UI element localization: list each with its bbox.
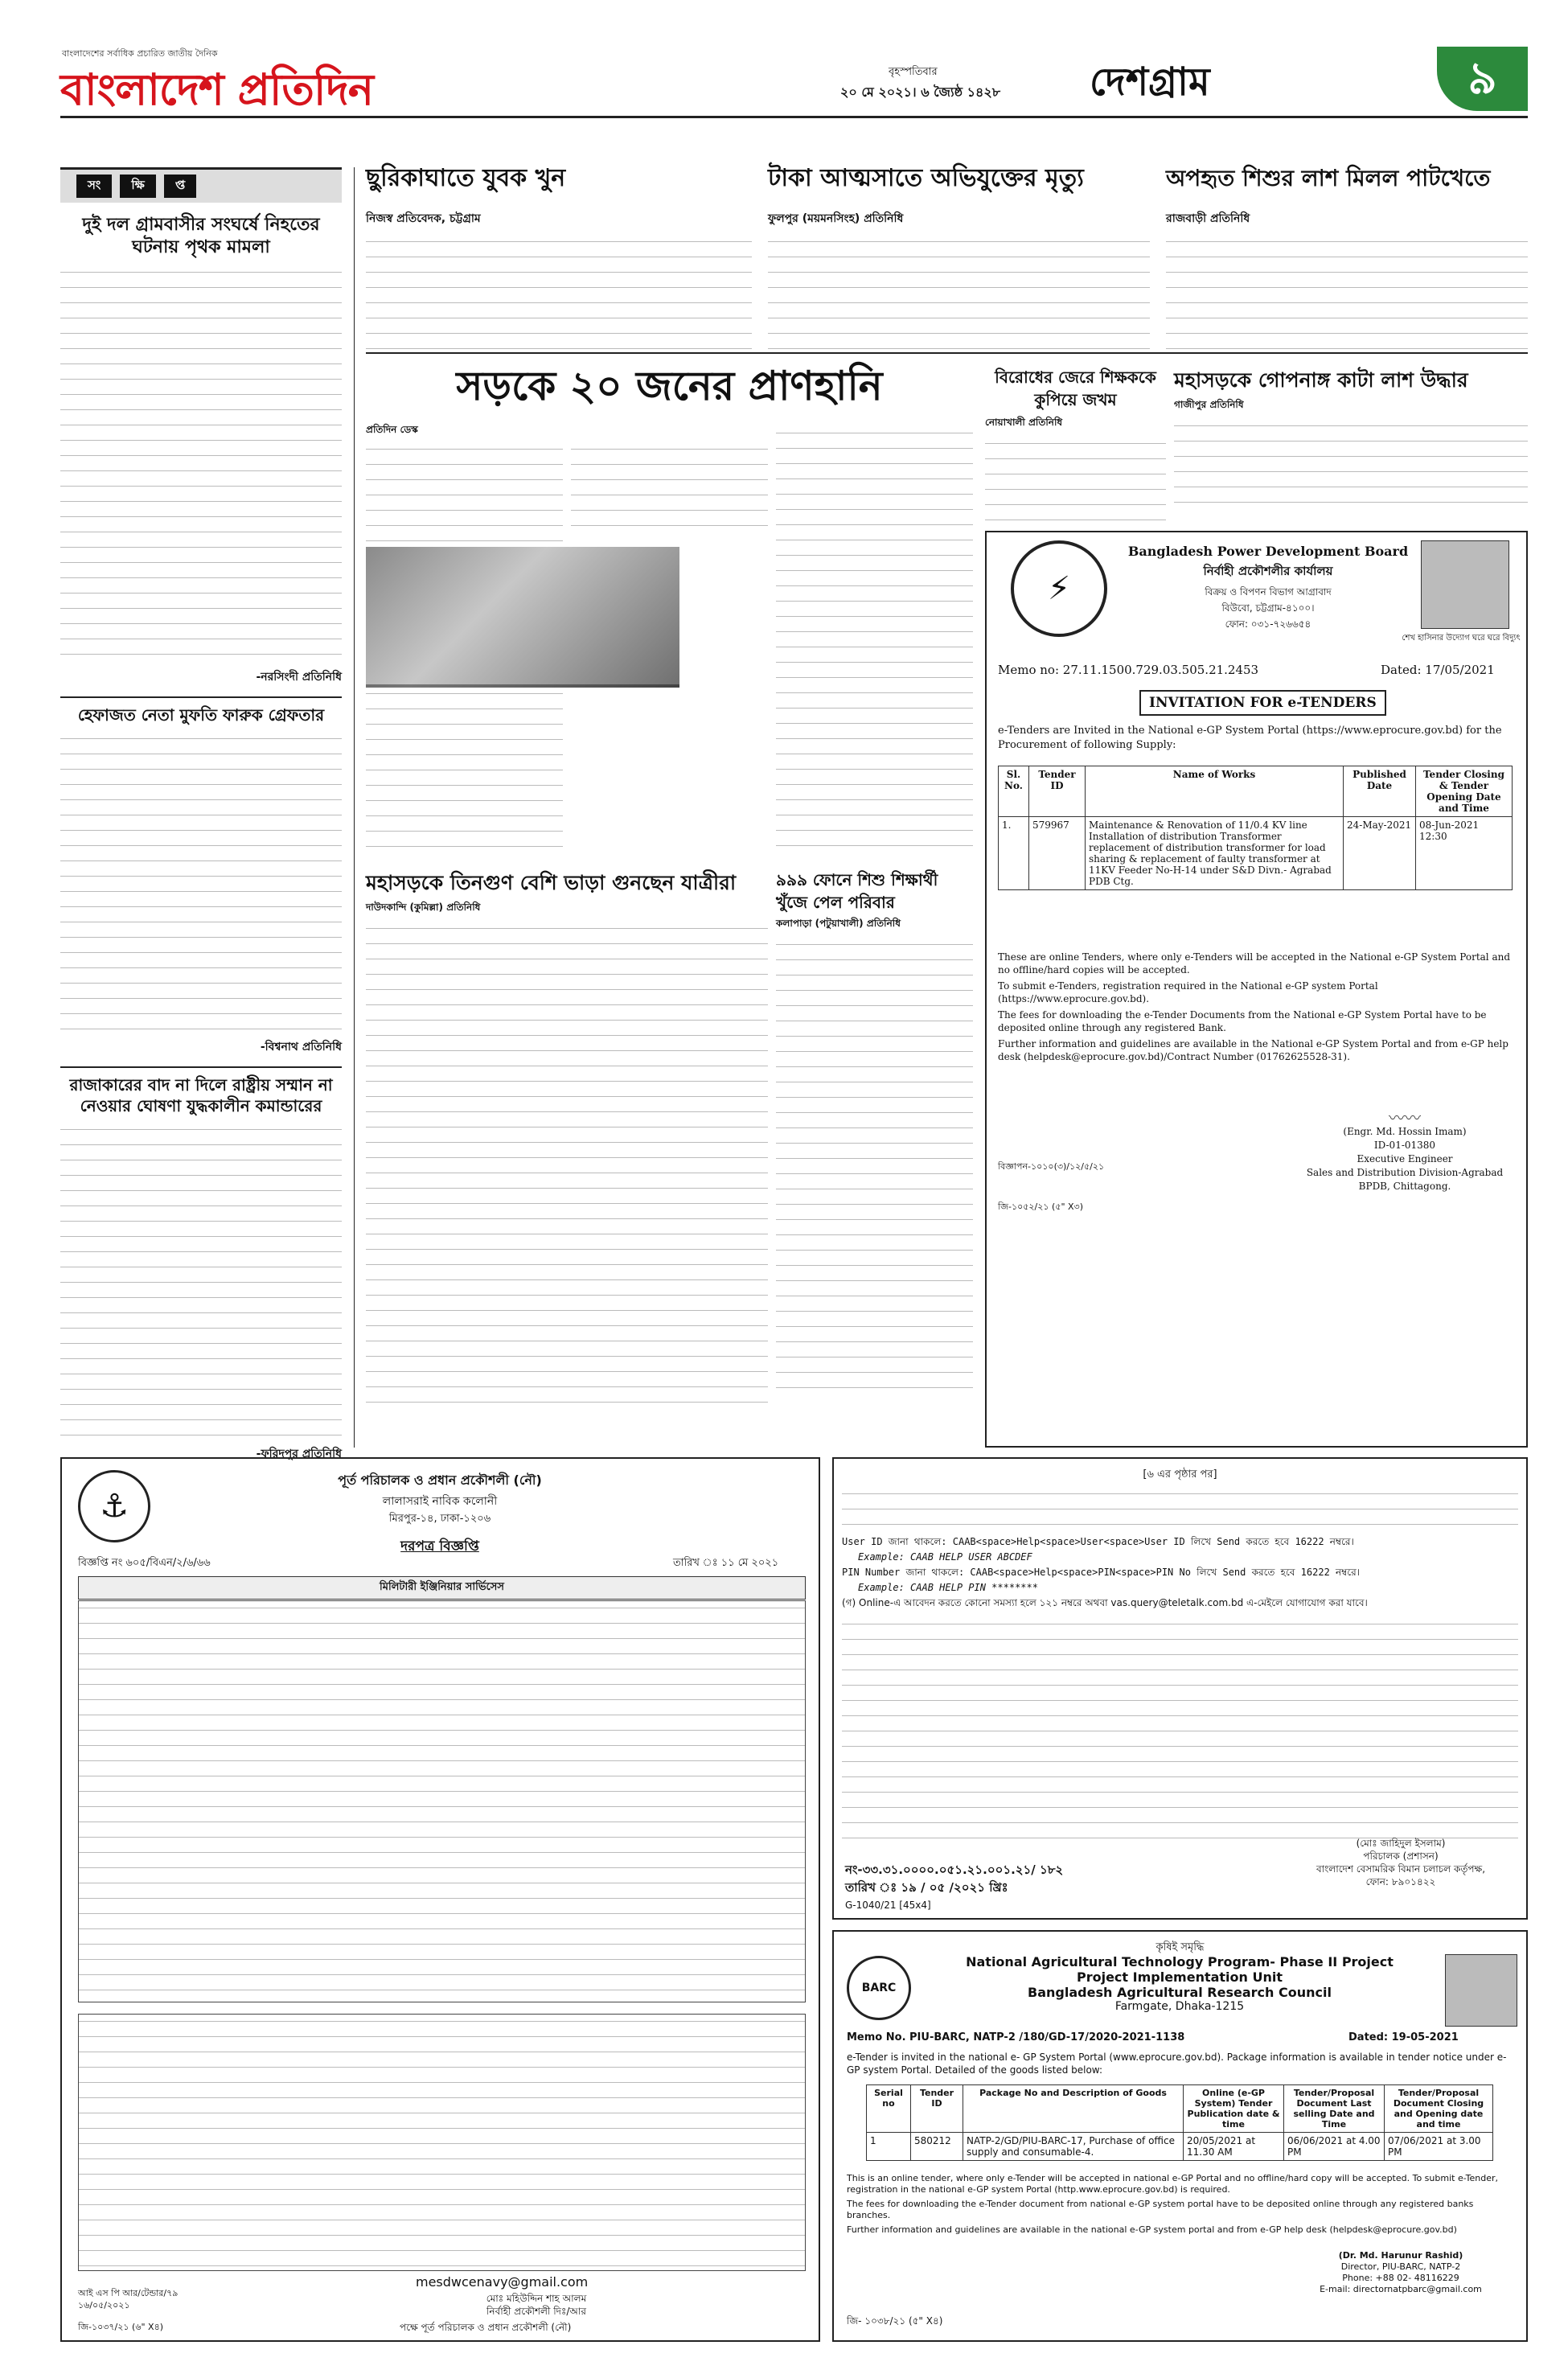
table-row [999,817,1513,890]
bpdb-tender-ad [985,531,1528,1448]
masthead-rule [60,116,1528,118]
navy-org-3: মিরপুর-১৪, ঢাকা-১২০৬ [388,1513,491,1525]
caab-notice-ad [832,1457,1528,1920]
caab-sign-name: (মোঃ জাহিদুল ইসলাম) [1356,1838,1446,1849]
barc-logo-text: BARC [861,1982,897,1994]
bpdb-sign-title-3: BPDB, Chittagong. [1358,1181,1451,1192]
bpdb-sign-title-1: Executive Engineer [1357,1153,1453,1164]
bpdb-logo: ⚡ [1011,540,1107,637]
bpdb-note-2: To submit e-Tenders, registration required in the National e-GP system Portal (https://www.eprocure.gov.bd). [998,980,1378,1004]
sidebar-divider [354,167,355,1448]
caab-help-1: User ID জানা থাকলে: CAAB<space>Help<space>User<space>User ID লিখে Send করতে হবে 16222 নম্বরে। [842,1536,1354,1547]
barc-title-2: Project Implementation Unit [1076,1969,1283,1985]
brief-1-title: দুই দল গ্রামবাসীর সংঘর্ষে নিহতের ঘটনায় পৃথক মামলা [82,215,320,257]
barc-cell-closing: 07/06/2021 at 3.00 PM [1385,2133,1493,2161]
mid-story-2-body [1174,419,1528,515]
bpdb-cell-closing: 08-Jun-2021 12:30 [1416,817,1513,890]
navy-org-block [239,1470,641,1559]
bpdb-signature-mark: 〰〰 [1389,1108,1421,1127]
barc-title-1: National Agricultural Technology Program- Phase II Project [966,1954,1394,1969]
bpdb-notes [998,951,1513,1063]
caab-org: বাংলাদেশ বেসামরিক বিমান চলাচল কর্তৃপক্ষ, [1316,1863,1486,1875]
bpdb-table [998,766,1513,890]
barc-notes [847,2173,1514,2236]
navy-footer-date: ১৬/০৫/২০২১ [78,2300,130,2310]
bpdb-sign-title-2: Sales and Distribution Division-Agrabad [1306,1167,1504,1178]
bpdb-col-published: Published Date [1344,766,1416,817]
label-char-1: সং [76,175,112,198]
top-story-3 [1166,161,1528,362]
brief-1-body [60,265,342,667]
bpdb-col-sl: Sl. No. [999,766,1029,817]
top-story-1-body [366,235,752,355]
barc-signature-block [1284,2250,1517,2295]
caab-phone: ফোন: ৮৯০১৪২২ [1365,1876,1436,1887]
bpdb-motto: শেখ হাসিনার উদ্যোগ ঘরে ঘরে বিদ্যুৎ [1402,634,1521,643]
mid-story-4 [776,869,973,1448]
brief-1-byline: -নরসিংদী প্রতিনিধি [256,671,342,684]
navy-tender-ad [60,1457,820,2342]
caab-support: (গ) Online-এ আবেদন করতে কোনো সমস্যা হলে ১২১ নম্বরে অথবা vas.query@teletalk.com.bd এ-মেইলে যোগাযোগ করা যাবে। [842,1597,1368,1608]
caab-body-1 [842,1487,1518,1532]
brief-2-body [60,732,342,1037]
mid-story-2-byline: গাজীপুর প্রতিনিধি [1174,399,1244,410]
bpdb-heading: INVITATION FOR e-TENDERS [1139,690,1386,716]
bpdb-cell-published: 24-May-2021 [1344,817,1416,890]
barc-col-id: Tender ID [911,2085,963,2133]
caab-ref: G-1040/21 [45x4] [845,1900,931,1911]
barc-logo [847,1956,911,2020]
bpdb-org: Bangladesh Power Development Board [1127,544,1409,559]
bpdb-dated: Dated: 17/05/2021 [1381,663,1495,677]
barc-col-publication: Online (e-GP System) Tender Publication date & time [1184,2085,1284,2133]
mid-story-3-body [366,922,768,1404]
barc-tender-ad [832,1930,1528,2342]
brief-3-body [60,1123,342,1444]
barc-dated: Dated: 19-05-2021 [1348,2031,1459,2043]
barc-photo [1445,1954,1517,2027]
barc-cell-id: 580212 [911,2133,963,2161]
barc-sign-name: (Dr. Md. Harunur Rashid) [1338,2250,1463,2261]
brief-2-byline: -বিশ্বনাথ প্রতিনিধি [260,1041,342,1054]
barc-col-closing: Tender/Proposal Document Closing and Opening date and time [1385,2085,1493,2133]
barc-cell-serial: 1 [867,2133,911,2161]
caab-help-1-example: Example: CAAB HELP USER ABCDEF [858,1551,1032,1563]
mid-story-3-byline: দাউদকান্দি (কুমিল্লা) প্রতিনিধি [366,902,481,913]
navy-footer-right: পক্ষে পূর্ত পরিচালক ও প্রধান প্রকৌশলী (নৌ) [400,2322,572,2333]
top-story-2-body [768,235,1150,355]
bpdb-signature-block [1292,1108,1517,1193]
bpdb-ref-2: জি-১০৫২/২১ (৫" X৩) [998,1201,1083,1212]
bpdb-org-block [1123,544,1413,634]
top-story-3-body [1166,235,1528,355]
bpdb-ref-1: বিজ্ঞাপন-১০১০(৩)/১২/৫/২১ [998,1161,1105,1172]
navy-footer-code: আই এস পি আর/টেন্ডার/৭৯ [78,2288,179,2298]
mid-story-4-title: ৯৯৯ ফোনে শিশু শিক্ষার্থী খুঁজে পেল পরিবার [776,870,938,912]
bpdb-cell-sl: 1. [999,817,1029,890]
top-story-1-byline: নিজস্ব প্রতিবেদক, চট্টগ্রাম [366,212,481,225]
page-number: ৯ [1467,52,1497,105]
barc-note-2: The fees for downloading the e-Tender document from national e-GP system portal have to be deposited online through any registered banks branches. [847,2199,1474,2220]
page-number-badge [1437,47,1528,111]
caab-body-2 [842,1617,1518,1842]
barc-memo: Memo No. PIU-BARC, NATP-2 /180/GD-17/2020-2021-1138 [847,2031,1185,2043]
mid-story-1-byline: নোয়াখালী প্রতিনিধি [985,417,1063,428]
barc-note-3: Further information and guidelines are available in the national e-GP system portal and from e-GP help desk (helpdesk@eprocure.gov.bd) [847,2224,1457,2235]
navy-logo: ⚓ [78,1470,150,1542]
barc-phone: Phone: +88 02- 48116229 [1342,2273,1459,2283]
masthead-day: বৃহস্পতিবার [889,66,938,78]
bpdb-photo [1421,540,1509,629]
brief-3-title: রাজাকারের বাদ না দিলে রাষ্ট্রীয় সম্মান না নেওয়ার ঘোষণা যুদ্ধকালীন কমান্ডারের [69,1075,333,1115]
navy-service: মিলিটারী ইঞ্জিনিয়ার সার্ভিসেস [78,1576,806,1600]
navy-heading: দরপত্র বিজ্ঞপ্তি [400,1538,479,1555]
newspaper-logo: বাংলাদেশ প্রতিদিন [60,64,373,115]
caab-help-2: PIN Number জানা থাকলে: CAAB<space>Help<space>PIN<space>PIN No লিখে Send করতে হবে 16222 নম্বরে। [842,1567,1360,1578]
bpdb-col-closing: Tender Closing & Tender Opening Date and Time [1416,766,1513,817]
caab-signature-block [1284,1837,1517,1888]
mid-story-3-title: মহাসড়কে তিনগুণ বেশি ভাড়া গুনছেন যাত্রীরা [366,871,737,894]
navy-org-2: লালাসরাই নাবিক কলোনী [382,1495,498,1508]
table-row [867,2133,1493,2161]
bpdb-cell-id: 579967 [1029,817,1086,890]
sidebar-label [60,167,342,203]
mid-story-4-body [776,938,973,1388]
mid-story-1-title: বিরোধের জেরে শিক্ষককে কুপিয়ে জখম [995,368,1156,409]
mid-story-3 [366,869,768,1448]
bpdb-address: বিউবো, চট্টগ্রাম-৪১০০। [1221,602,1315,614]
navy-footer-left [78,2287,178,2333]
label-char-2: ক্ষি [120,175,155,198]
bpdb-sign-id: ID-01-01380 [1373,1140,1436,1151]
mid-story-2 [1174,366,1528,527]
mid-story-1 [985,366,1166,527]
brief-2 [60,696,342,1057]
navy-ref: বিজ্ঞপ্তি নং ৬০৫/বিএন/২/৬/৬৬ [78,1557,211,1569]
sidebar-briefs [60,167,342,1460]
bpdb-col-works: Name of Works [1086,766,1344,817]
barc-title-block [922,1954,1437,2013]
lead-body-col-3 [776,426,973,860]
barc-col-package: Package No and Description of Goods [963,2085,1184,2133]
brief-2-title: হেফাজত নেতা মুফতি ফারুক গ্রেফতার [77,705,325,725]
label-char-3: প্ত [164,175,196,198]
mid-story-4-byline: কলাপাড়া (পটুয়াখালী) প্রতিনিধি [776,918,901,929]
navy-table-top [78,1600,806,2002]
lead-story [366,354,973,860]
lead-byline: প্রতিদিন ডেস্ক [366,424,418,435]
top-story-3-title: অপহৃত শিশুর লাশ মিলল পাটখেতে [1166,165,1491,191]
brief-3-byline: -ফরিদপুর প্রতিনিধি [256,1448,342,1460]
mid-story-2-title: মহাসড়কে গোপনাঙ্গ কাটা লাশ উদ্ধার [1174,368,1468,392]
brief-1 [60,214,342,687]
navy-org-1: পূর্ত পরিচালক ও প্রধান প্রকৌশলী (নৌ) [338,1472,542,1488]
barc-ref: জি- ১০৩৮/২১ (৫" X৪) [847,2315,943,2327]
barc-table [866,2084,1493,2161]
barc-note-1: This is an online tender, where only e-Tender will be accepted in national e-GP Portal and no offline/hard copy will be accepted. To submit e-Tender, registration in the national e-GP system Portal (http.www.eprocure.gov.bd) is required. [847,2173,1499,2195]
bpdb-col-id: Tender ID [1029,766,1086,817]
caab-help-2-example: Example: CAAB HELP PIN ******** [858,1582,1038,1593]
masthead [60,47,1528,167]
navy-signature-block [416,2292,657,2318]
lead-photo [366,547,679,688]
top-story-2-title: টাকা আত্মসাতে অভিযুক্তের মৃত্যু [768,164,1084,192]
caab-head: [৬ এর পৃষ্ঠার পর] [1143,1468,1217,1481]
bpdb-intro: e-Tenders are Invited in the National e-GP System Portal (https://www.eprocure.gov.bd) for the Procurement of following Supply: [998,725,1502,751]
lead-body-col-2 [571,442,768,539]
lead-title: সড়কে ২০ জনের প্রাণহানি [456,363,883,409]
barc-cell-selling: 06/06/2021 at 4.00 PM [1284,2133,1385,2161]
bpdb-memo: Memo no: 27.11.1500.729.03.505.21.2453 [998,663,1259,677]
navy-sign-title: নির্বাহী প্রকৌশলী দিঃ/আর [486,2306,586,2317]
bpdb-note-4: Further information and guidelines are available in the National e-GP System Portal and from e-GP help desk (helpdesk@eprocure.gov.bd)/Contract Number (01762625528-31). [998,1038,1508,1062]
barc-cell-publication: 20/05/2021 at 11.30 AM [1184,2133,1284,2161]
bpdb-org-bn: নির্বাহী প্রকৌশলীর কার্যালয় [1203,564,1333,578]
navy-footer-ref: জি-১০৩৭/২১ (৬" X৪) [78,2322,164,2332]
caab-sign-title: পরিচালক (প্রশাসন) [1363,1850,1439,1862]
top-story-2-byline: ফুলপুর (ময়মনসিংহ) প্রতিনিধি [768,212,904,225]
lead-photo-caption [366,684,679,688]
masthead-tagline: বাংলাদেশের সর্বাধিক প্রচারিত জাতীয় দৈনিক [62,48,218,59]
mid-story-1-body [985,437,1166,533]
top-story-1 [366,161,752,362]
barc-intro: e-Tender is invited in the national e- GP System Portal (www.eprocure.gov.bd). Package information is available in tender notice under e-GP system Portal. Detailed of the goods listed below: [847,2052,1507,2076]
bpdb-note-3: The fees for downloading the e-Tender Documents from the National e-GP System Portal have to be deposited online through any registered Bank. [998,1009,1487,1033]
barc-sign-title: Director, PIU-BARC, NATP-2 [1340,2261,1461,2272]
bpdb-note-1: These are online Tenders, where only e-Tenders will be accepted in the National e-GP System Portal and no offline/hard copies will be accepted. [998,951,1511,975]
barc-email: E-mail: directornatpbarc@gmail.com [1320,2284,1482,2294]
navy-email: mesdwcenavy@gmail.com [416,2274,589,2290]
section-title: দেশগ্রাম [1090,60,1210,105]
barc-title-4: Farmgate, Dhaka-1215 [1114,2000,1245,2013]
brief-3 [60,1066,342,1464]
barc-title-3: Bangladesh Agricultural Research Council [1028,1985,1332,2000]
barc-top-label: কৃষিই সমৃদ্ধি [1155,1941,1205,1953]
masthead-date: ২০ মে ২০২১। ৬ জ্যৈষ্ঠ ১৪২৮ [840,84,1001,100]
top-story-3-byline: রাজবাড়ী প্রতিনিধি [1166,212,1250,225]
bpdb-phone: ফোন: ০৩১-৭২৬৬৫৪ [1225,618,1311,630]
navy-table-packages [78,2014,806,2271]
top-story-2 [768,161,1150,362]
top-story-1-title: ছুরিকাঘাতে যুবক খুন [366,164,566,192]
bpdb-dept: বিক্রয় ও বিপণন বিভাগ আগ্রাবাদ [1205,586,1332,598]
barc-cell-package: NATP-2/GD/PIU-BARC-17, Purchase of office supply and consumable-4. [963,2133,1184,2161]
navy-sign-name: মোঃ মহিউদ্দিন শাহ আলম [486,2293,587,2304]
barc-col-selling: Tender/Proposal Document Last selling Date and Time [1284,2085,1385,2133]
caab-memo: নং-৩৩.৩১.০০০০.০৫১.২১.০০১.২১/ ১৮২ [845,1863,1064,1877]
navy-date: তারিখ ঃ ১১ মে ২০২১ [673,1557,779,1569]
bpdb-cell-works: Maintenance & Renovation of 11/0.4 KV line Installation of distribution Transformer replacement of distribution transformer for load sharing & replacement of faulty transformer at 11KV Feeder No-H-14 under S&D Divn.- Agrabad PDB Ctg. [1086,817,1344,890]
bpdb-sign-name: (Engr. Md. Hossin Imam) [1343,1126,1467,1137]
caab-date: তারিখ ঃ ১৯ / ০৫ /২০২১ খ্রিঃ [845,1880,1008,1895]
barc-col-serial: Serial no [867,2085,911,2133]
